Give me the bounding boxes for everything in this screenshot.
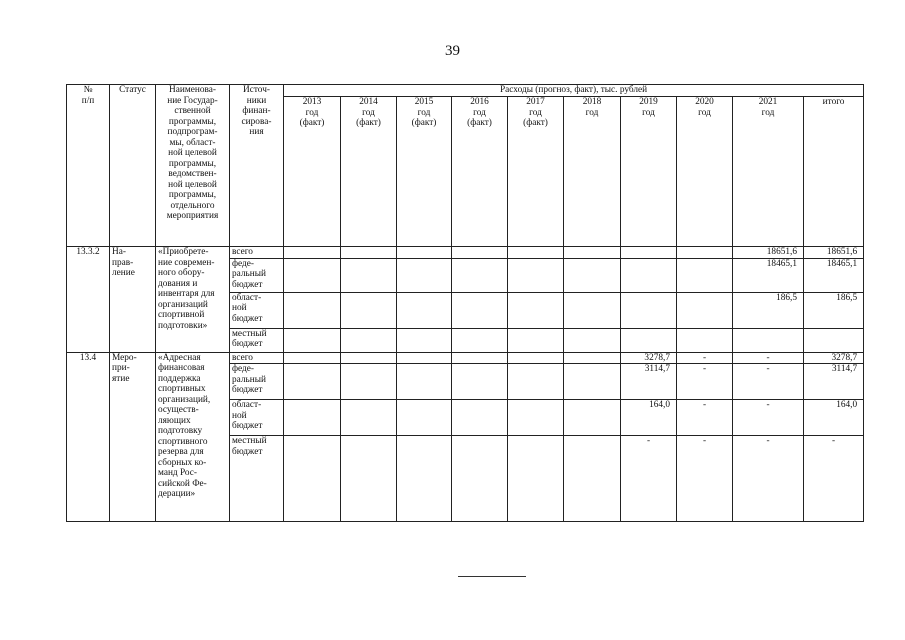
year-2015: 2015 год (факт) <box>397 97 452 247</box>
footer-divider <box>458 576 526 577</box>
cell-2020 <box>677 247 733 259</box>
cell-total: 18465,1 <box>804 258 864 292</box>
expenses-table <box>66 84 864 522</box>
header-num: № п/п <box>67 85 110 247</box>
cell-2019: 3278,7 <box>621 352 677 364</box>
row-source: област- ной бюджет <box>230 292 284 328</box>
year-2020: 2020 год <box>677 97 733 247</box>
row-status: Меро- при- ятие <box>110 352 156 522</box>
row-source: област- ной бюджет <box>230 400 284 436</box>
cell-2021: 18651,6 <box>733 247 804 259</box>
year-2014: 2014 год (факт) <box>341 97 397 247</box>
year-2013: 2013 год (факт) <box>284 97 341 247</box>
cell-2020 <box>677 328 733 352</box>
row-source: всего <box>230 352 284 364</box>
cell-2021: - <box>733 352 804 364</box>
cell-2019: - <box>621 436 677 522</box>
page-number: 39 <box>445 43 460 59</box>
row-source: феде- ральный бюджет <box>230 258 284 292</box>
row-source: феде- ральный бюджет <box>230 364 284 400</box>
header-expenses: Расходы (прогноз, факт), тыс. рублей <box>284 85 864 97</box>
cell-2019 <box>621 292 677 328</box>
header-source: Источ- ники финан- сирова- ния <box>230 85 284 247</box>
cell-2021: - <box>733 400 804 436</box>
cell-total: 3278,7 <box>804 352 864 364</box>
header-row <box>67 85 864 97</box>
row-name: «Приобрете- ние современ- ного обору- дования и инвентаря для организаций спортивной подготовки» <box>156 247 230 353</box>
cell-2020: - <box>677 400 733 436</box>
cell-2019 <box>621 258 677 292</box>
row-name: «Адресная финансовая поддержка спортивных организаций, осуществ- ляющих подготовку спортивного резерва для сборных ко- манд Рос- сийской Фе- дерации» <box>156 352 230 522</box>
year-2018: 2018 год <box>564 97 621 247</box>
cell-total: 164,0 <box>804 400 864 436</box>
cell-2021: - <box>733 436 804 522</box>
cell-2021: 186,5 <box>733 292 804 328</box>
cell-total: 18651,6 <box>804 247 864 259</box>
cell-total: 186,5 <box>804 292 864 328</box>
table-row <box>67 352 864 364</box>
cell-2020 <box>677 258 733 292</box>
cell-2020 <box>677 292 733 328</box>
cell-2021 <box>733 328 804 352</box>
cell-2021: - <box>733 364 804 400</box>
row-source: местный бюджет <box>230 436 284 522</box>
row-status: На- прав- ление <box>110 247 156 353</box>
row-num: 13.4 <box>67 352 110 522</box>
cell-2021: 18465,1 <box>733 258 804 292</box>
year-2019: 2019 год <box>621 97 677 247</box>
year-2021: 2021 год <box>733 97 804 247</box>
row-source: всего <box>230 247 284 259</box>
cell-2020: - <box>677 364 733 400</box>
year-2017: 2017 год (факт) <box>508 97 564 247</box>
cell-2020: - <box>677 352 733 364</box>
cell-2020: - <box>677 436 733 522</box>
row-source: местный бюджет <box>230 328 284 352</box>
header-name: Наименова- ние Государ- ственной программы, подпрограм- мы, област- ной целевой программы, ведомствен- ной целевой программы, отдельного мероприятия <box>156 85 230 247</box>
table-row <box>67 247 864 259</box>
cell-total <box>804 328 864 352</box>
row-num: 13.3.2 <box>67 247 110 353</box>
cell-total: - <box>804 436 864 522</box>
year-total: итого <box>804 97 864 247</box>
cell-2019: 3114,7 <box>621 364 677 400</box>
year-2016: 2016 год (факт) <box>452 97 508 247</box>
header-status: Статус <box>110 85 156 247</box>
cell-2019: 164,0 <box>621 400 677 436</box>
cell-2019 <box>621 328 677 352</box>
cell-2019 <box>621 247 677 259</box>
cell-total: 3114,7 <box>804 364 864 400</box>
